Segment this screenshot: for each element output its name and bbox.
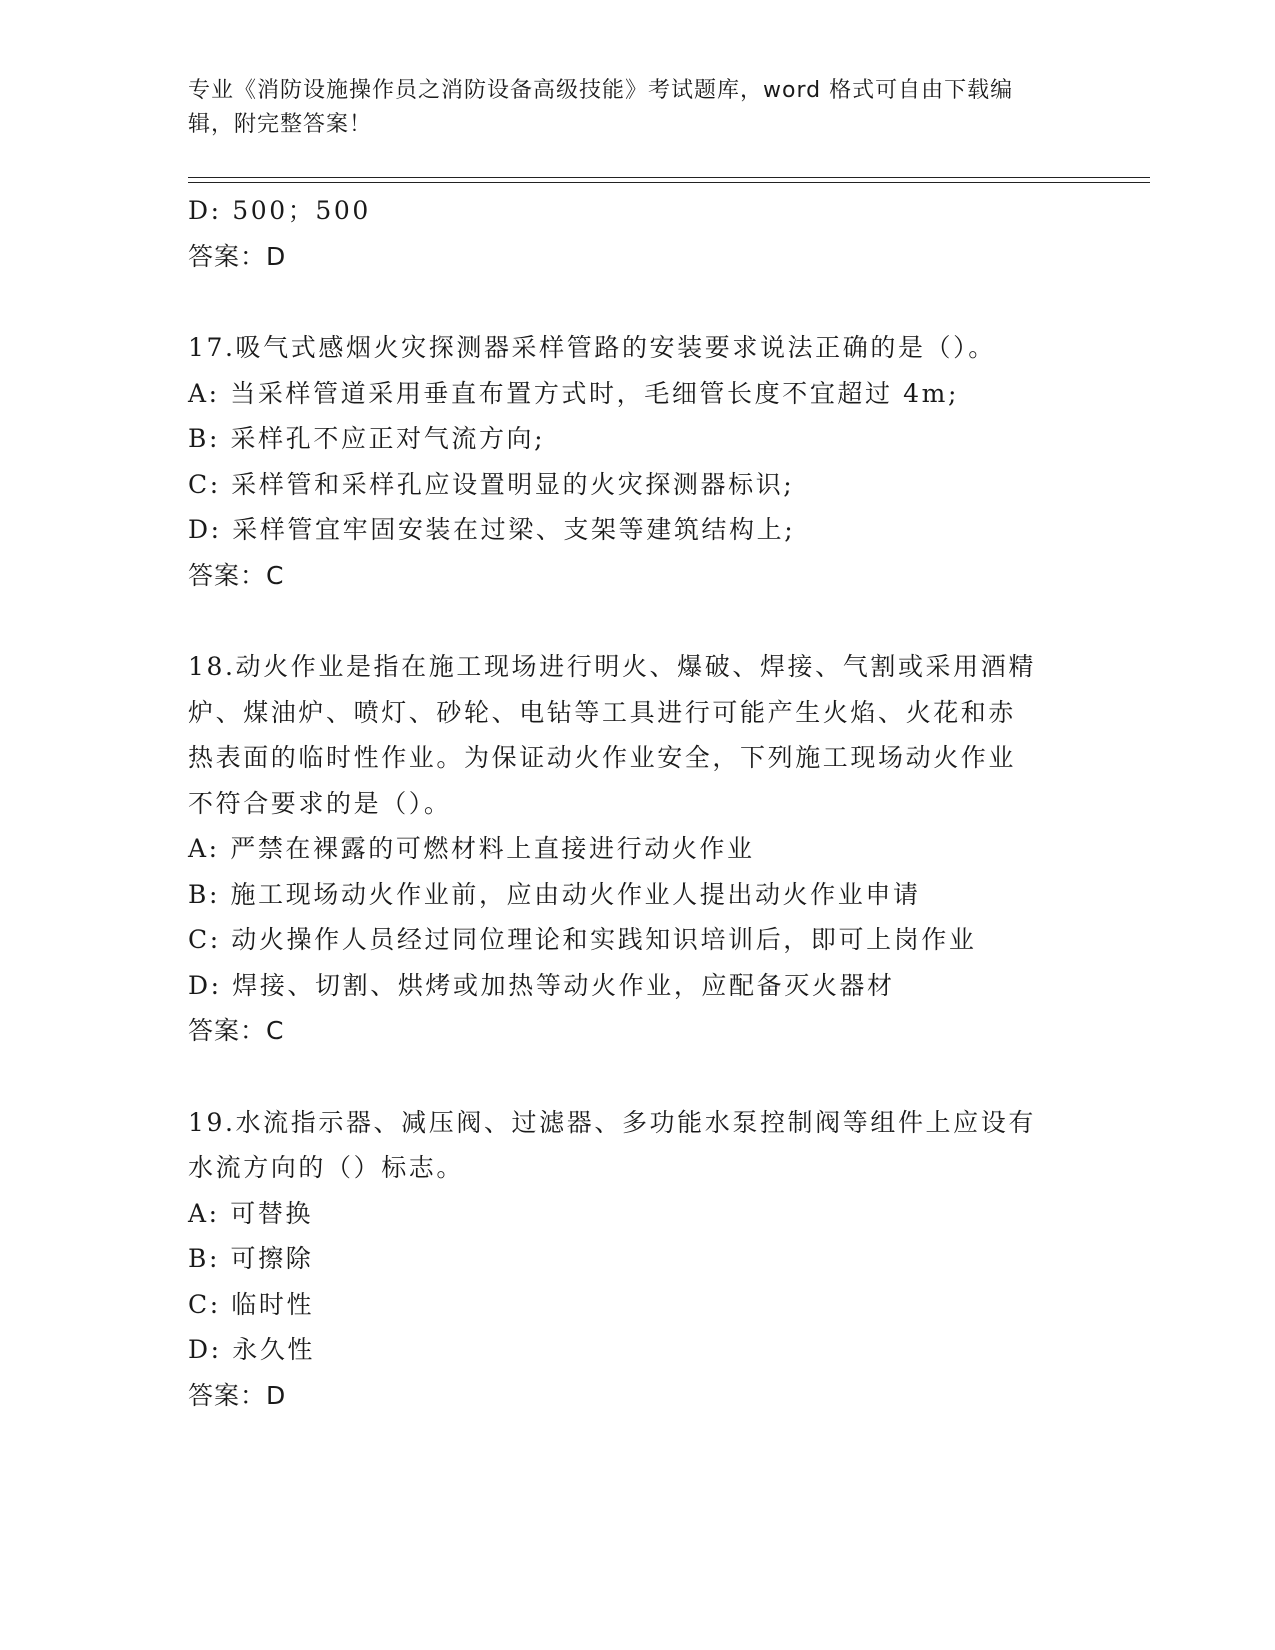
option-d: D: 采样管宜牢固安装在过梁、支架等建筑结构上; [188, 515, 796, 544]
question-stem-line-1: 18.动火作业是指在施工现场进行明火、爆破、焊接、气割或采用酒精 [188, 652, 1036, 681]
option-b: B: 施工现场动火作业前，应由动火作业人提出动火作业申请 [188, 879, 921, 909]
question-stem-line-3: 热表面的临时性作业。为保证动火作业安全，下列施工现场动火作业 [188, 743, 1017, 772]
answer: 答案：C [188, 1016, 285, 1045]
header-line-2: 辑，附完整答案！ [188, 112, 373, 137]
option-a: A: 可替换 [188, 1198, 314, 1228]
header-line-1: 专业《消防设施操作员之消防设备高级技能》考试题库，word 格式可自由下载编 [188, 78, 1014, 103]
spacer [188, 279, 1088, 325]
document-body [188, 188, 1088, 1418]
option-a: A: 当采样管道采用垂直布置方式时，毛细管长度不宜超过 4m; [188, 378, 960, 408]
option-b: B: 采样孔不应正对气流方向; [188, 424, 546, 453]
question-stem-line-4: 不符合要求的是（）。 [188, 788, 452, 818]
option-c: C: 动火操作人员经过同位理论和实践知识培训后，即可上岗作业 [188, 925, 977, 954]
spacer [188, 598, 1088, 644]
answer: 答案：D [188, 1380, 287, 1410]
answer: 答案：C [188, 560, 285, 590]
document-header [188, 74, 1068, 142]
question-stem-line-1: 19.水流指示器、减压阀、过滤器、多功能水泵控制阀等组件上应设有 [188, 1107, 1036, 1137]
prev-option-d: D: 500；500 [188, 196, 371, 225]
question-stem: 17.吸气式感烟火灾探测器采样管路的安装要求说法正确的是（）。 [188, 333, 996, 362]
option-a: A: 严禁在裸露的可燃材料上直接进行动火作业 [188, 834, 755, 863]
option-c: C: 采样管和采样孔应设置明显的火灾探测器标识; [188, 469, 795, 499]
header-divider-top [188, 177, 1150, 178]
spacer [188, 1054, 1088, 1100]
option-d: D: 焊接、切割、烘烤或加热等动火作业，应配备灭火器材 [188, 970, 895, 1000]
question-19 [188, 1100, 1088, 1419]
option-b: B: 可擦除 [188, 1244, 314, 1273]
option-c: C: 临时性 [188, 1289, 315, 1319]
question-17 [188, 325, 1088, 598]
option-d: D: 永久性 [188, 1335, 316, 1364]
header-divider-bottom [188, 182, 1150, 183]
prev-answer: 答案：D [188, 241, 287, 271]
question-stem-line-2: 炉、煤油炉、喷灯、砂轮、电钻等工具进行可能产生火焰、火花和赤 [188, 697, 1017, 727]
question-stem-line-2: 水流方向的（）标志。 [188, 1153, 465, 1182]
question-18 [188, 644, 1088, 1054]
